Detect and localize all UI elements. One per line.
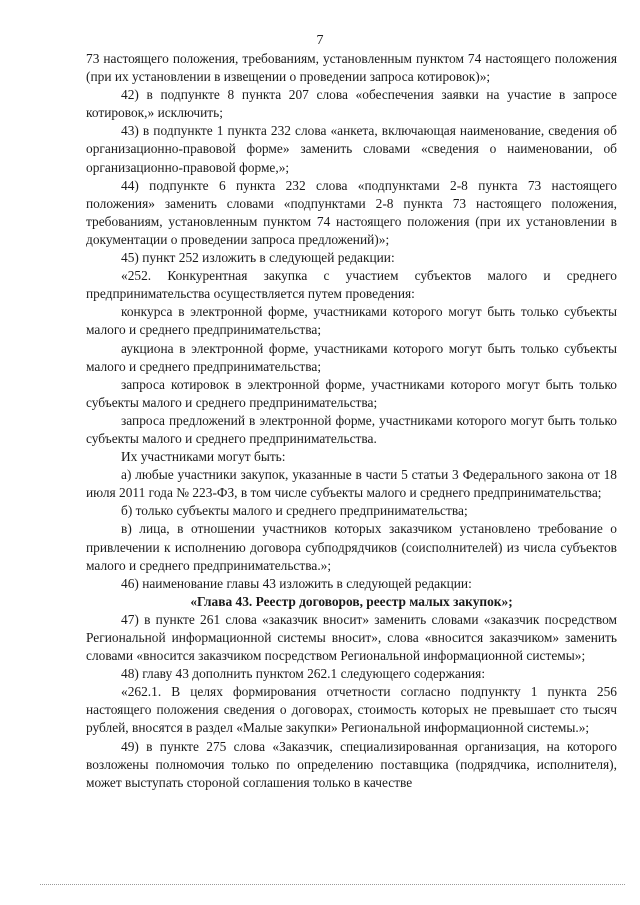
paragraph: 45) пункт 252 изложить в следующей редакции: — [121, 250, 395, 266]
paragraph: 46) наименование главы 43 изложить в следующей редакции: — [121, 575, 472, 591]
paragraph: 42) в подпункте 8 пункта 207 слова «обеспечения заявки на участие в запросе котировок,» исключить; — [86, 87, 617, 121]
paragraph: 43) в подпункте 1 пункта 232 слова «анкета, включающая наименование, сведения об организационно-правовой форме» заменить словами «сведения о наименовании, об организационно-правовой форме,»; — [86, 123, 617, 175]
paragraph: «262.1. В целях формирования отчетности согласно подпункту 1 пункта 256 настоящего положения сведения о договорах, стоимость которых не превышает сто тысяч рублей, вносятся в раздел «Малые закупки» Региональной информационной системы.»; — [86, 684, 617, 736]
paragraph: а) любые участники закупок, указанные в части 5 статьи 3 Федерального закона от 18 июля 2011 года № 223-ФЗ, в том числе субъекты малого и среднего предпринимательства; — [86, 467, 617, 501]
paragraph: 73 настоящего положения, требованиям, установленным пунктом 74 настоящего положения (при их установлении в извещении о проведении запроса котировок)»; — [86, 51, 617, 85]
paragraph: аукциона в электронной форме, участниками которого могут быть только субъекты малого и среднего предпринимательства; — [86, 340, 617, 374]
paragraph: запроса предложений в электронной форме, участниками которого могут быть только субъекты малого и среднего предпринимательства. — [86, 412, 617, 446]
paragraph: 48) главу 43 дополнить пунктом 262.1 следующего содержания: — [121, 666, 486, 682]
paragraph: Их участниками могут быть: — [121, 449, 286, 465]
paragraph: «252. Конкурентная закупка с участием субъектов малого и среднего предпринимательства осуществляется путем проведения: — [86, 268, 617, 302]
paragraph: 44) подпункте 6 пункта 232 слова «подпунктами 2-8 пункта 73 настоящего положения» заменить словами «подпунктами 2-8 пункта 73 настоящего положения, требованиям, установленным пунктом 74 настоящего положения (при их установлении в документации о проведении запроса предложений)»; — [86, 177, 617, 247]
paragraph: запроса котировок в электронной форме, участниками которого могут быть только субъекты малого и среднего предпринимательства; — [86, 376, 617, 410]
document-body — [86, 50, 617, 792]
paragraph: в) лица, в отношении участников которых заказчиком установлено требование о привлечении к исполнению договора субподрядчиков (соисполнителей) из числа субъектов малого и среднего предпринимательства.»; — [86, 521, 617, 573]
chapter-title: «Глава 43. Реестр договоров, реестр малых закупок»; — [190, 593, 513, 609]
page-number: 7 — [316, 33, 324, 48]
paragraph: 47) в пункте 261 слова «заказчик вносит» заменить словами «заказчик посредством Региональной информационной системы вносит», слова «вносится заказчиком» заменить словами «вносится заказчиком посредством Региональной информационной системы»; — [86, 611, 617, 664]
paragraph: конкурса в электронной форме, участниками которого могут быть только субъекты малого и среднего предпринимательства; — [86, 304, 617, 338]
footer-divider — [40, 884, 625, 885]
paragraph: б) только субъекты малого и среднего предпринимательства; — [121, 503, 468, 519]
paragraph: 49) в пункте 275 слова «Заказчик, специализированная организация, на которого возложены полномочия только по определению поставщика (подрядчика, исполнителя), может выступать стороной соглашения только в качестве — [86, 738, 617, 790]
